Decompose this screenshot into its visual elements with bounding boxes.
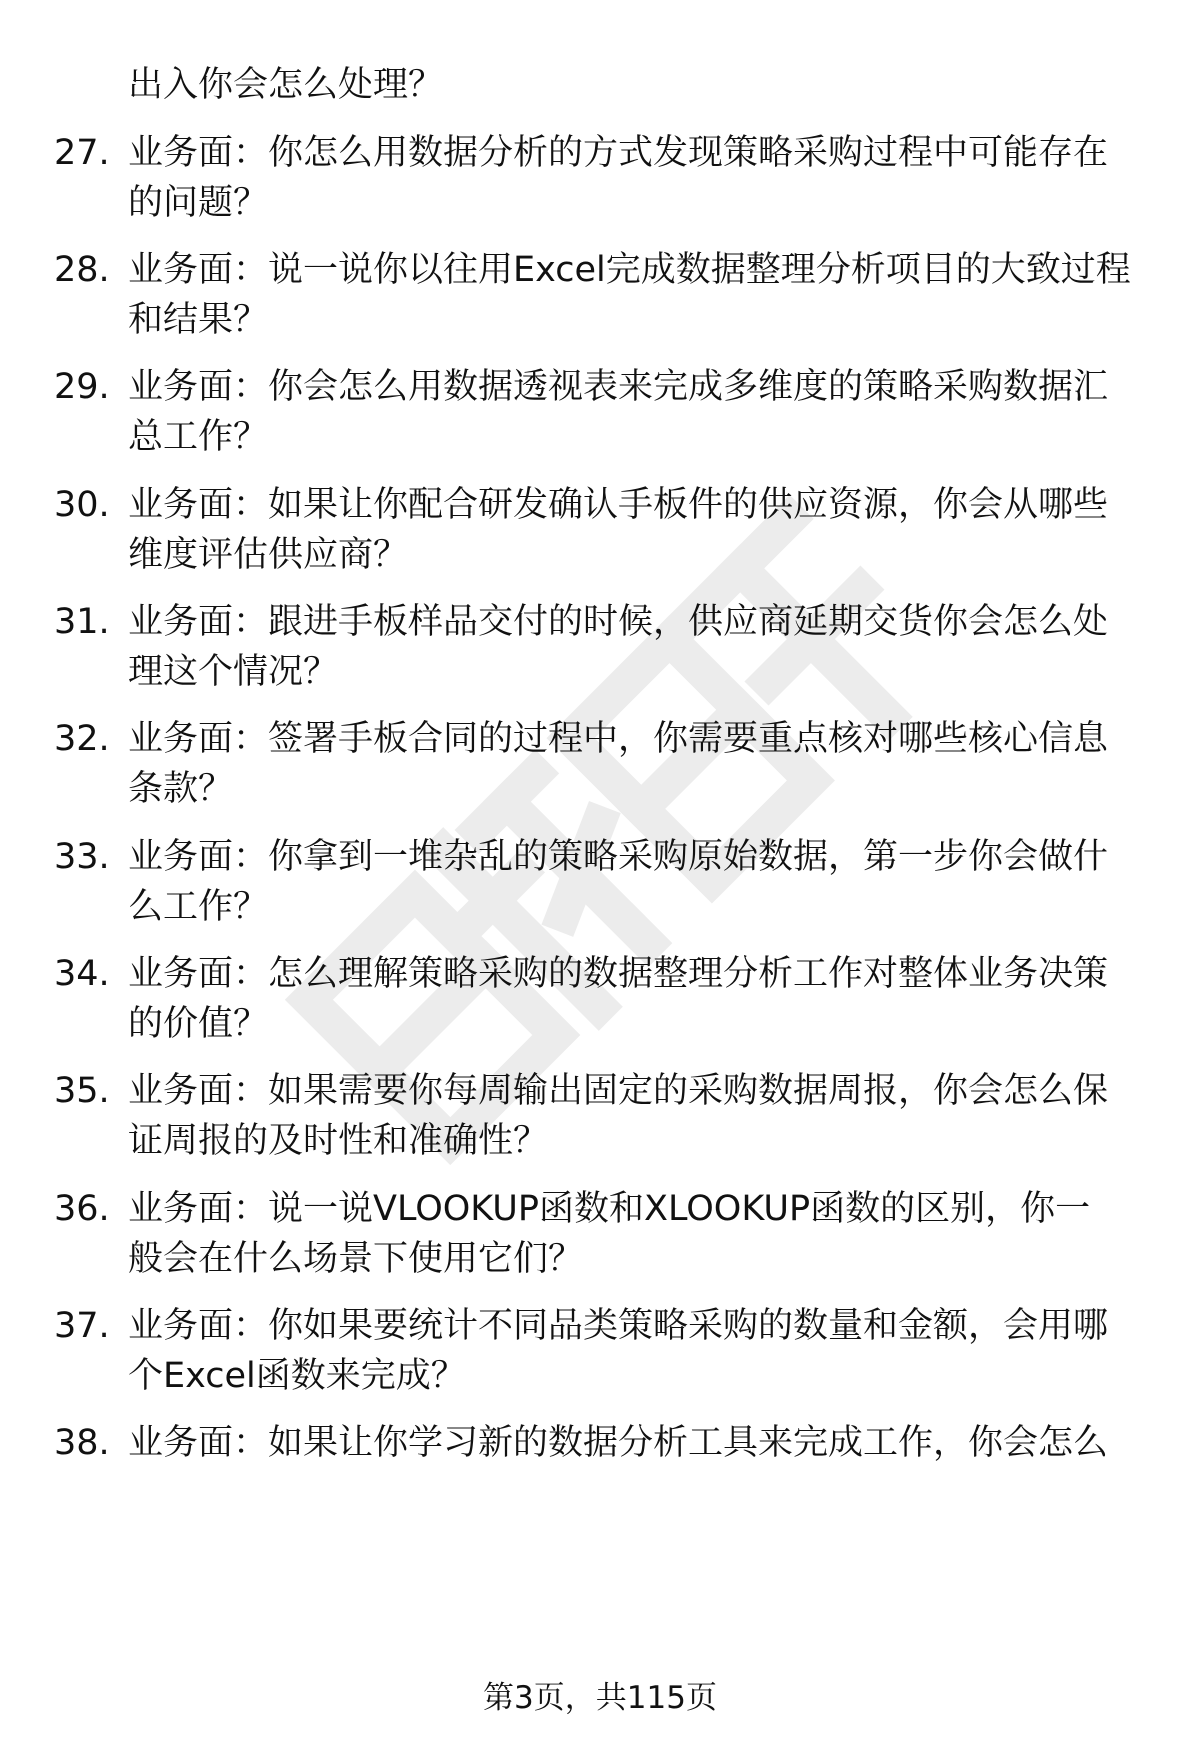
question-line: 业务面：签署手板合同的过程中，你需要重点核对哪些核心信息	[128, 719, 1109, 759]
question-line: 业务面：你如果要统计不同品类策略采购的数量和金额，会用哪	[128, 1306, 1109, 1346]
question-line: 个Excel函数来完成？	[128, 1356, 466, 1396]
question-number: 30.	[54, 485, 110, 525]
question-number: 32.	[54, 719, 110, 759]
question-text	[128, 949, 1108, 1049]
question-text	[128, 1301, 1108, 1401]
question-text	[128, 1184, 1090, 1284]
page-footer: 第3页，共115页	[483, 1680, 717, 1716]
question-line: 业务面：如果让你学习新的数据分析工具来完成工作，你会怎么	[128, 1423, 1109, 1463]
question-text	[128, 597, 1108, 697]
question-text	[128, 362, 1108, 462]
question-number: 33.	[54, 837, 110, 877]
question-line: 理这个情况？	[128, 652, 339, 692]
question-line: 业务面：你怎么用数据分析的方式发现策略采购过程中可能存在	[128, 133, 1109, 173]
question-text	[128, 1066, 1108, 1166]
question-line: 业务面：跟进手板样品交付的时候，供应商延期交货你会怎么处	[128, 602, 1109, 642]
question-line: 业务面：你拿到一堆杂乱的策略采购原始数据，第一步你会做什	[128, 837, 1109, 877]
question-line: 总工作？	[128, 417, 269, 457]
question-number: 35.	[54, 1071, 110, 1111]
question-line: 和结果？	[128, 300, 269, 340]
question-text	[128, 480, 1108, 580]
question-number: 37.	[54, 1306, 110, 1346]
question-number: 36.	[54, 1189, 110, 1229]
question-number: 34.	[54, 954, 110, 994]
question-line: 么工作？	[128, 887, 269, 927]
question-line: 证周报的及时性和准确性？	[128, 1121, 549, 1161]
question-line: 业务面：如果需要你每周输出固定的采购数据周报，你会怎么保	[128, 1071, 1109, 1111]
question-line: 的价值？	[128, 1004, 269, 1044]
question-text	[128, 128, 1108, 228]
question-line: 业务面：说一说VLOOKUP函数和XLOOKUP函数的区别，你一	[128, 1189, 1091, 1229]
question-line: 业务面：如果让你配合研发确认手板件的供应资源，你会从哪些	[128, 485, 1109, 525]
question-number: 31.	[54, 602, 110, 642]
question-number: 28.	[54, 250, 110, 290]
question-text	[128, 832, 1108, 932]
question-number: 27.	[54, 133, 110, 173]
question-line: 业务面：怎么理解策略采购的数据整理分析工作对整体业务决策	[128, 954, 1109, 994]
continuation-text: 出入你会怎么处理？	[128, 65, 444, 105]
question-line: 般会在什么场景下使用它们？	[128, 1239, 584, 1279]
question-line: 的问题？	[128, 183, 269, 223]
question-line: 维度评估供应商？	[128, 535, 409, 575]
question-line: 业务面：说一说你以往用Excel完成数据整理分析项目的大致过程	[128, 250, 1131, 290]
question-text	[128, 245, 1131, 345]
question-text	[128, 1418, 1108, 1468]
question-number: 38.	[54, 1423, 110, 1463]
question-line: 条款？	[128, 769, 234, 809]
question-number: 29.	[54, 367, 110, 407]
question-line: 业务面：你会怎么用数据透视表来完成多维度的策略采购数据汇	[128, 367, 1109, 407]
question-text	[128, 714, 1108, 814]
